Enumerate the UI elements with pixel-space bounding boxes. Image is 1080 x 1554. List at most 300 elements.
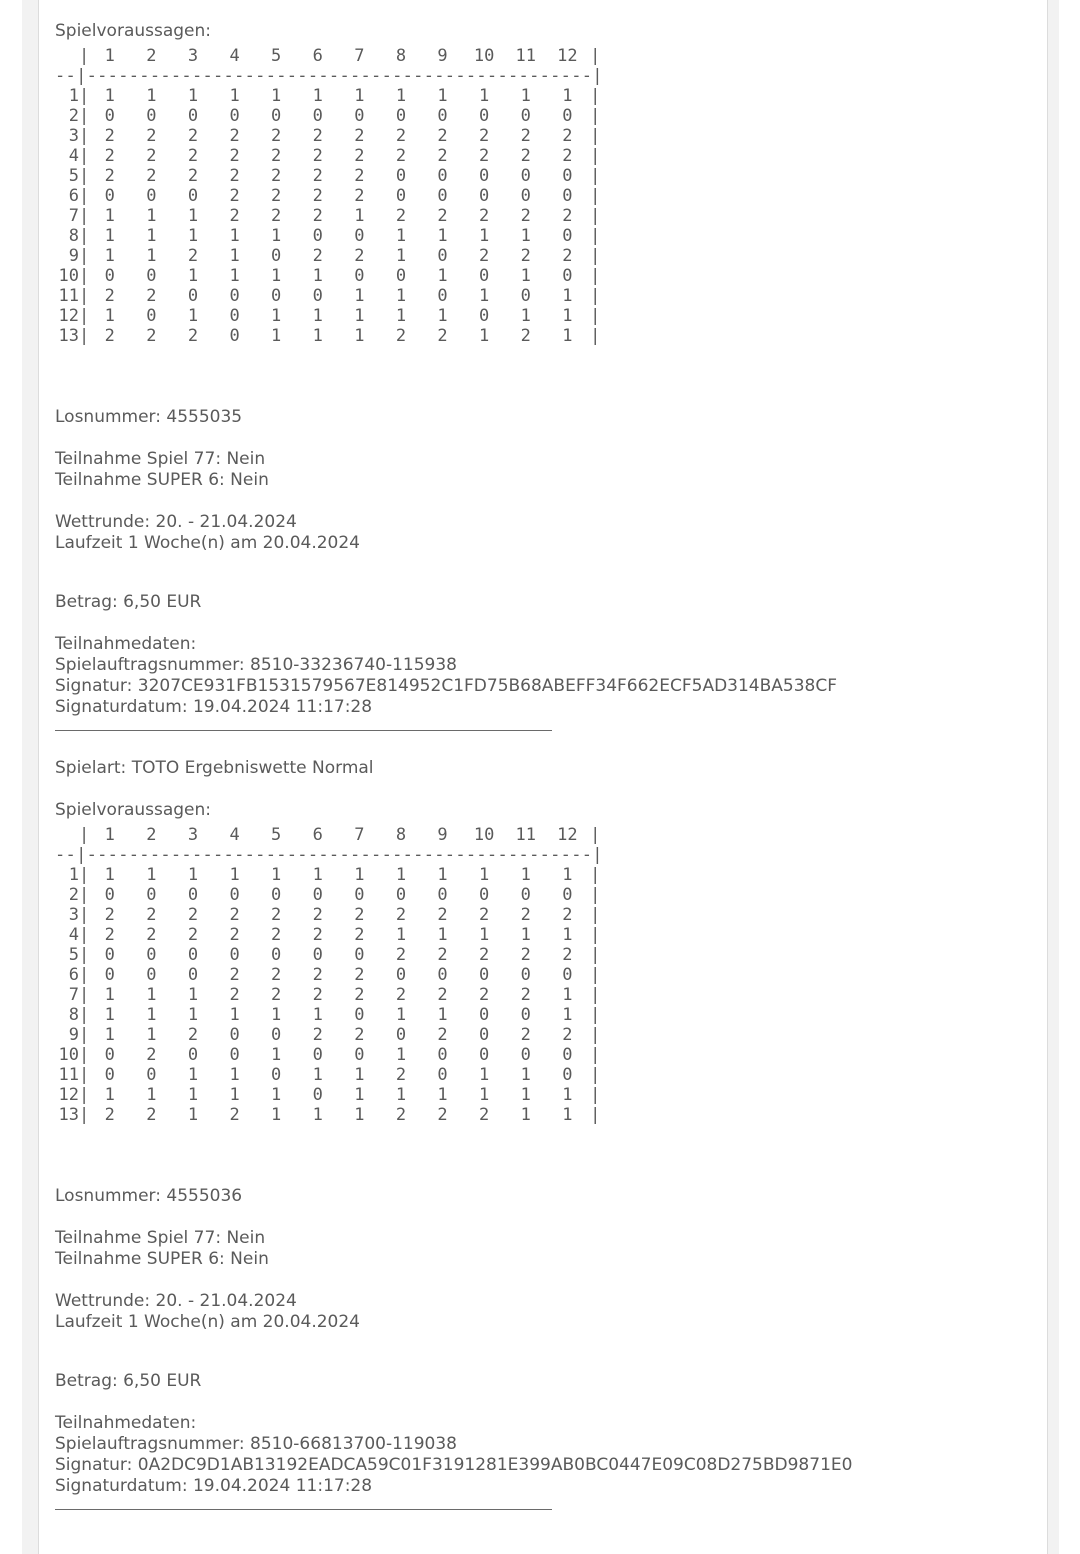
table-cell: 1 bbox=[437, 925, 448, 945]
table-header-cell: 12 bbox=[557, 46, 578, 66]
ticket-block bbox=[55, 758, 1045, 1537]
table-cell: 2 bbox=[229, 965, 240, 985]
table-cell: 1 bbox=[104, 226, 115, 246]
table-cell: 0 bbox=[271, 885, 282, 905]
table-cell: 1 bbox=[187, 985, 199, 1005]
table-cell: 0 bbox=[562, 885, 573, 905]
table-cell: 2 bbox=[354, 985, 365, 1005]
table-cell: 0 bbox=[104, 945, 115, 965]
table-cell: 2 bbox=[395, 905, 407, 925]
table-cell: 2 bbox=[437, 1105, 448, 1125]
table-cell: 1 bbox=[271, 1105, 282, 1125]
table-cell: 1 bbox=[437, 1005, 448, 1025]
table-cell: 1 bbox=[520, 226, 531, 246]
table-cell: 1 bbox=[312, 1105, 323, 1125]
table-header-cell: 5 bbox=[271, 825, 282, 845]
table-cell: 2 bbox=[520, 945, 531, 965]
table-cell: 2 bbox=[271, 965, 282, 985]
super6-text: Teilnahme SUPER 6: Nein bbox=[55, 470, 269, 490]
row-number: 11 bbox=[58, 286, 79, 306]
table-header-cell: 5 bbox=[271, 46, 282, 66]
table-cell: 1 bbox=[395, 86, 407, 106]
table-header-cell: 8 bbox=[395, 825, 407, 845]
table-cell: 0 bbox=[520, 166, 531, 186]
table-row: 6 | 0 0 0 2 2 2 2 0 0 0 0 0 | bbox=[55, 965, 1045, 985]
table-cell: 1 bbox=[395, 925, 407, 945]
table-cell: 0 bbox=[562, 166, 573, 186]
table-cell: 1 bbox=[187, 865, 199, 885]
table-cell: 1 bbox=[104, 1085, 115, 1105]
table-cell: 0 bbox=[479, 1045, 490, 1065]
table-cell: 0 bbox=[354, 885, 365, 905]
table-header-cell: 1 bbox=[104, 46, 115, 66]
table-header-cell: 10 bbox=[473, 46, 495, 66]
table-cell: 2 bbox=[312, 126, 323, 146]
table-cell: 0 bbox=[104, 1065, 115, 1085]
table-cell: 1 bbox=[104, 86, 115, 106]
table-cell: 2 bbox=[187, 905, 199, 925]
table-cell: 1 bbox=[229, 86, 240, 106]
row-number: 5 bbox=[68, 945, 79, 965]
table-cell: 2 bbox=[146, 286, 157, 306]
table-cell: 2 bbox=[562, 905, 573, 925]
table-cell: 2 bbox=[479, 985, 490, 1005]
table-cell: 2 bbox=[395, 146, 407, 166]
row-number: 9 bbox=[68, 246, 79, 266]
row-number: 13 bbox=[58, 1105, 79, 1125]
table-cell: 1 bbox=[562, 286, 573, 306]
table-cell: 0 bbox=[187, 965, 199, 985]
table-cell: 0 bbox=[104, 965, 115, 985]
row-number: 2 bbox=[68, 885, 79, 905]
row-number: 1 bbox=[68, 865, 79, 885]
table-cell: 1 bbox=[271, 1045, 282, 1065]
table-cell: 0 bbox=[312, 1085, 323, 1105]
table-row: 9 | 1 1 2 0 0 2 2 0 2 0 2 2 | bbox=[55, 1025, 1045, 1045]
table-cell: 2 bbox=[229, 905, 240, 925]
table-separator: --|------------------------------------------------| bbox=[55, 845, 603, 865]
table-cell: 1 bbox=[271, 226, 282, 246]
table-cell: 1 bbox=[104, 1025, 115, 1045]
table-cell: 1 bbox=[187, 226, 199, 246]
table-cell: 2 bbox=[520, 1025, 531, 1045]
table-cell: 2 bbox=[354, 146, 365, 166]
table-cell: 0 bbox=[104, 186, 115, 206]
table-cell: 1 bbox=[562, 865, 573, 885]
table-cell: 1 bbox=[562, 1085, 573, 1105]
table-cell: 0 bbox=[229, 306, 240, 326]
row-number: 3 bbox=[68, 126, 79, 146]
table-cell: 1 bbox=[271, 865, 282, 885]
table-cell: 2 bbox=[479, 206, 490, 226]
table-cell: 2 bbox=[479, 905, 490, 925]
laufzeit-text: Laufzeit 1 Woche(n) am 20.04.2024 bbox=[55, 1312, 360, 1332]
table-cell: 0 bbox=[312, 286, 323, 306]
table-cell: 2 bbox=[354, 186, 365, 206]
table-cell: 2 bbox=[562, 206, 573, 226]
table-cell: 2 bbox=[271, 146, 282, 166]
super6-text: Teilnahme SUPER 6: Nein bbox=[55, 1249, 269, 1269]
table-cell: 2 bbox=[271, 206, 282, 226]
table-cell: 1 bbox=[187, 266, 199, 286]
table-cell: 0 bbox=[562, 266, 573, 286]
table-row: 8 | 1 1 1 1 1 0 0 1 1 1 1 0 | bbox=[55, 226, 1045, 246]
table-cell: 1 bbox=[187, 206, 199, 226]
table-cell: 2 bbox=[271, 166, 282, 186]
row-number: 12 bbox=[58, 1085, 79, 1105]
table-cell: 1 bbox=[187, 1085, 199, 1105]
table-cell: 1 bbox=[312, 865, 323, 885]
table-cell: 2 bbox=[562, 945, 573, 965]
table-cell: 0 bbox=[562, 106, 573, 126]
table-header-cell: 7 bbox=[354, 825, 365, 845]
table-row: 11 | 0 0 1 1 0 1 1 2 0 1 1 0 | bbox=[55, 1065, 1045, 1085]
table-cell: 1 bbox=[229, 246, 240, 266]
table-cell: 0 bbox=[562, 186, 573, 206]
table-cell: 2 bbox=[104, 126, 115, 146]
table-cell: 1 bbox=[520, 1065, 531, 1085]
table-cell: 2 bbox=[229, 985, 240, 1005]
table-cell: 2 bbox=[354, 1025, 365, 1045]
table-cell: 2 bbox=[395, 206, 407, 226]
table-cell: 2 bbox=[520, 126, 531, 146]
table-cell: 2 bbox=[229, 186, 240, 206]
table-cell: 1 bbox=[271, 86, 282, 106]
table-cell: 1 bbox=[354, 86, 365, 106]
table-cell: 0 bbox=[520, 1045, 531, 1065]
table-cell: 0 bbox=[271, 286, 282, 306]
table-row: 3 | 2 2 2 2 2 2 2 2 2 2 2 2 | bbox=[55, 126, 1045, 146]
table-row: 5 | 0 0 0 0 0 0 0 2 2 2 2 2 | bbox=[55, 945, 1045, 965]
table-cell: 0 bbox=[146, 1065, 157, 1085]
table-cell: 1 bbox=[146, 1005, 157, 1025]
table-cell: 2 bbox=[146, 1105, 157, 1125]
table-cell: 1 bbox=[437, 865, 448, 885]
table-cell: 0 bbox=[479, 885, 490, 905]
wettrunde-text: Wettrunde: 20. - 21.04.2024 bbox=[55, 1291, 297, 1311]
table-cell: 2 bbox=[312, 166, 323, 186]
table-cell: 2 bbox=[271, 186, 282, 206]
table-cell: 1 bbox=[312, 86, 323, 106]
table-row: 8 | 1 1 1 1 1 1 0 1 1 0 0 1 | bbox=[55, 1005, 1045, 1025]
table-cell: 1 bbox=[437, 226, 448, 246]
row-number: 4 bbox=[68, 925, 79, 945]
table-cell: 1 bbox=[146, 985, 157, 1005]
table-cell: 2 bbox=[479, 126, 490, 146]
table-cell: 0 bbox=[354, 945, 365, 965]
table-cell: 0 bbox=[187, 945, 199, 965]
table-cell: 1 bbox=[395, 1085, 407, 1105]
table-cell: 0 bbox=[146, 885, 157, 905]
table-cell: 0 bbox=[437, 1045, 448, 1065]
row-number: 10 bbox=[58, 1045, 79, 1065]
table-cell: 0 bbox=[187, 186, 199, 206]
table-cell: 2 bbox=[104, 326, 115, 346]
table-cell: 2 bbox=[395, 945, 407, 965]
table-cell: 1 bbox=[271, 1005, 282, 1025]
table-cell: 1 bbox=[187, 306, 199, 326]
table-cell: 2 bbox=[271, 905, 282, 925]
table-cell: 0 bbox=[146, 945, 157, 965]
table-cell: 1 bbox=[479, 286, 490, 306]
row-number: 7 bbox=[68, 206, 79, 226]
table-cell: 2 bbox=[395, 1105, 407, 1125]
table-header-cell: 12 bbox=[557, 825, 578, 845]
table-cell: 0 bbox=[437, 1065, 448, 1085]
table-header-row: | 1 2 3 4 5 6 7 8 9 10 11 12 | bbox=[79, 46, 601, 66]
table-cell: 2 bbox=[187, 1025, 199, 1045]
table-cell: 1 bbox=[354, 1065, 365, 1085]
table-cell: 2 bbox=[146, 905, 157, 925]
table-cell: 1 bbox=[479, 86, 490, 106]
spielart-label: Spielart: TOTO Ergebniswette Normal bbox=[55, 758, 374, 778]
row-number: 12 bbox=[58, 306, 79, 326]
table-cell: 2 bbox=[395, 985, 407, 1005]
table-row: 4 | 2 2 2 2 2 2 2 2 2 2 2 2 | bbox=[55, 146, 1045, 166]
ticket-block bbox=[55, 0, 1045, 758]
table-header-cell: 9 bbox=[437, 825, 448, 845]
table-cell: 2 bbox=[437, 985, 448, 1005]
table-cell: 1 bbox=[146, 865, 157, 885]
table-row: 7 | 1 1 1 2 2 2 2 2 2 2 2 1 | bbox=[55, 985, 1045, 1005]
table-cell: 1 bbox=[104, 985, 115, 1005]
row-number: 8 bbox=[68, 226, 79, 246]
table-cell: 0 bbox=[187, 885, 199, 905]
table-cell: 2 bbox=[354, 965, 365, 985]
table-cell: 0 bbox=[395, 166, 407, 186]
table-cell: 1 bbox=[312, 306, 323, 326]
row-number: 2 bbox=[68, 106, 79, 126]
table-cell: 2 bbox=[187, 246, 199, 266]
table-cell: 1 bbox=[437, 86, 448, 106]
spiel77-text: Teilnahme Spiel 77: Nein bbox=[55, 1228, 266, 1248]
table-cell: 2 bbox=[312, 146, 323, 166]
row-number: 7 bbox=[68, 985, 79, 1005]
table-cell: 2 bbox=[104, 1105, 115, 1125]
table-cell: 2 bbox=[437, 146, 448, 166]
table-cell: 2 bbox=[354, 925, 365, 945]
laufzeit-text: Laufzeit 1 Woche(n) am 20.04.2024 bbox=[55, 533, 360, 553]
signatur-text: Signatur: 0A2DC9D1AB13192EADCA59C01F3191281E399AB0BC0447E09C08D275BD9871E0 bbox=[55, 1455, 853, 1475]
table-cell: 0 bbox=[520, 885, 531, 905]
table-header-cell: 2 bbox=[146, 825, 157, 845]
table-cell: 0 bbox=[479, 186, 490, 206]
table-cell: 1 bbox=[395, 286, 407, 306]
table-row: 2 | 0 0 0 0 0 0 0 0 0 0 0 0 | bbox=[55, 885, 1045, 905]
table-cell: 1 bbox=[229, 226, 240, 246]
predictions-table bbox=[55, 825, 1045, 1125]
row-number: 9 bbox=[68, 1025, 79, 1045]
table-row: 10 | 0 2 0 0 1 0 0 1 0 0 0 0 | bbox=[55, 1045, 1045, 1065]
table-cell: 0 bbox=[271, 106, 282, 126]
table-cell: 0 bbox=[479, 1005, 490, 1025]
table-cell: 1 bbox=[479, 1085, 490, 1105]
row-number: 6 bbox=[68, 965, 79, 985]
table-cell: 0 bbox=[146, 186, 157, 206]
table-cell: 1 bbox=[395, 246, 407, 266]
table-row: 11 | 2 2 0 0 0 0 1 1 0 1 0 1 | bbox=[55, 286, 1045, 306]
table-cell: 0 bbox=[271, 1025, 282, 1045]
table-cell: 2 bbox=[437, 326, 448, 346]
table-cell: 0 bbox=[395, 266, 407, 286]
table-row: 12 | 1 1 1 1 1 0 1 1 1 1 1 1 | bbox=[55, 1085, 1045, 1105]
table-header-cell: 9 bbox=[437, 46, 448, 66]
row-number: 13 bbox=[58, 326, 79, 346]
table-cell: 0 bbox=[229, 286, 240, 306]
table-cell: 2 bbox=[104, 286, 115, 306]
table-cell: 2 bbox=[562, 146, 573, 166]
table-cell: 2 bbox=[312, 246, 323, 266]
table-row: 10 | 0 0 1 1 1 1 0 0 1 0 1 0 | bbox=[55, 266, 1045, 286]
auftragsnummer-text: Spielauftragsnummer: 8510-66813700-119038 bbox=[55, 1434, 457, 1454]
table-cell: 0 bbox=[271, 1065, 282, 1085]
table-cell: 0 bbox=[312, 1045, 323, 1065]
table-cell: 1 bbox=[354, 306, 365, 326]
table-cell: 0 bbox=[187, 106, 199, 126]
table-cell: 2 bbox=[354, 126, 365, 146]
teilnahmedaten-label: Teilnahmedaten: bbox=[55, 634, 197, 654]
table-cell: 1 bbox=[187, 1105, 199, 1125]
table-cell: 0 bbox=[187, 286, 199, 306]
table-cell: 1 bbox=[395, 306, 407, 326]
table-header-cell: 6 bbox=[312, 825, 323, 845]
table-cell: 2 bbox=[104, 166, 115, 186]
table-cell: 2 bbox=[395, 326, 407, 346]
table-cell: 0 bbox=[104, 106, 115, 126]
table-cell: 1 bbox=[520, 266, 531, 286]
table-cell: 2 bbox=[312, 985, 323, 1005]
table-cell: 0 bbox=[437, 246, 448, 266]
table-cell: 2 bbox=[104, 925, 115, 945]
table-cell: 1 bbox=[354, 865, 365, 885]
wettrunde-text: Wettrunde: 20. - 21.04.2024 bbox=[55, 512, 297, 532]
losnummer-text: Losnummer: 4555036 bbox=[55, 1186, 243, 1206]
table-row: 4 | 2 2 2 2 2 2 2 1 1 1 1 1 | bbox=[55, 925, 1045, 945]
ticket-list bbox=[55, 0, 1045, 1537]
table-cell: 0 bbox=[187, 1045, 199, 1065]
table-cell: 0 bbox=[520, 186, 531, 206]
table-cell: 0 bbox=[354, 1045, 365, 1065]
predictions-table bbox=[55, 46, 1045, 346]
table-cell: 0 bbox=[354, 226, 365, 246]
table-cell: 1 bbox=[312, 266, 323, 286]
table-header-cell: 2 bbox=[146, 46, 157, 66]
table-cell: 1 bbox=[271, 306, 282, 326]
table-cell: 2 bbox=[354, 905, 365, 925]
table-cell: 2 bbox=[187, 126, 199, 146]
table-cell: 2 bbox=[271, 126, 282, 146]
table-cell: 0 bbox=[437, 965, 448, 985]
table-cell: 0 bbox=[312, 226, 323, 246]
table-cell: 2 bbox=[520, 905, 531, 925]
table-cell: 2 bbox=[229, 1105, 240, 1125]
table-cell: 0 bbox=[395, 1025, 407, 1045]
table-cell: 2 bbox=[354, 166, 365, 186]
table-cell: 1 bbox=[562, 326, 573, 346]
table-cell: 1 bbox=[437, 306, 448, 326]
table-cell: 0 bbox=[437, 186, 448, 206]
table-cell: 0 bbox=[354, 106, 365, 126]
table-cell: 1 bbox=[354, 286, 365, 306]
table-row: 13 | 2 2 2 0 1 1 1 2 2 1 2 1 | bbox=[55, 326, 1045, 346]
table-cell: 0 bbox=[104, 885, 115, 905]
table-cell: 0 bbox=[479, 1025, 490, 1045]
table-cell: 1 bbox=[479, 925, 490, 945]
table-cell: 2 bbox=[229, 126, 240, 146]
row-number: 3 bbox=[68, 905, 79, 925]
table-cell: 1 bbox=[229, 865, 240, 885]
table-cell: 2 bbox=[146, 126, 157, 146]
table-cell: 0 bbox=[437, 166, 448, 186]
table-cell: 1 bbox=[187, 1065, 199, 1085]
row-number: 10 bbox=[58, 266, 79, 286]
table-cell: 1 bbox=[187, 86, 199, 106]
table-row: 1 | 1 1 1 1 1 1 1 1 1 1 1 1 | bbox=[55, 86, 1045, 106]
table-cell: 2 bbox=[271, 985, 282, 1005]
betrag-text: Betrag: 6,50 EUR bbox=[55, 1371, 202, 1391]
table-separator: --|------------------------------------------------| bbox=[55, 66, 603, 86]
table-cell: 1 bbox=[312, 1005, 323, 1025]
table-cell: 0 bbox=[395, 186, 407, 206]
row-number: 8 bbox=[68, 1005, 79, 1025]
row-number: 1 bbox=[68, 86, 79, 106]
table-cell: 0 bbox=[104, 1045, 115, 1065]
table-header-cell: 11 bbox=[515, 825, 536, 845]
table-cell: 0 bbox=[229, 945, 240, 965]
table-cell: 1 bbox=[312, 1065, 323, 1085]
table-cell: 2 bbox=[520, 246, 531, 266]
table-cell: 1 bbox=[146, 1025, 157, 1045]
table-cell: 2 bbox=[271, 925, 282, 945]
table-cell: 1 bbox=[562, 985, 573, 1005]
table-header-cell: 7 bbox=[354, 46, 365, 66]
table-cell: 1 bbox=[187, 1005, 199, 1025]
table-cell: 1 bbox=[354, 206, 365, 226]
table-cell: 1 bbox=[104, 1005, 115, 1025]
table-cell: 1 bbox=[146, 86, 157, 106]
table-cell: 2 bbox=[312, 905, 323, 925]
table-row: 2 | 0 0 0 0 0 0 0 0 0 0 0 0 | bbox=[55, 106, 1045, 126]
table-cell: 1 bbox=[104, 206, 115, 226]
signaturdatum-text: Signaturdatum: 19.04.2024 11:17:28 bbox=[55, 697, 373, 717]
table-cell: 1 bbox=[312, 326, 323, 346]
table-cell: 2 bbox=[146, 326, 157, 346]
table-cell: 1 bbox=[229, 1085, 240, 1105]
table-cell: 2 bbox=[479, 246, 490, 266]
table-cell: 2 bbox=[146, 925, 157, 945]
table-cell: 0 bbox=[437, 885, 448, 905]
table-cell: 2 bbox=[312, 1025, 323, 1045]
table-cell: 0 bbox=[312, 945, 323, 965]
predictions-label: Spielvoraussagen: bbox=[55, 21, 212, 41]
table-cell: 0 bbox=[395, 106, 407, 126]
table-cell: 0 bbox=[562, 1065, 573, 1085]
table-cell: 1 bbox=[146, 246, 157, 266]
table-cell: 1 bbox=[271, 1085, 282, 1105]
table-cell: 1 bbox=[229, 266, 240, 286]
row-number: 11 bbox=[58, 1065, 79, 1085]
table-cell: 0 bbox=[354, 1005, 365, 1025]
table-cell: 2 bbox=[312, 206, 323, 226]
table-cell: 0 bbox=[562, 226, 573, 246]
table-cell: 2 bbox=[187, 166, 199, 186]
table-cell: 2 bbox=[479, 1105, 490, 1125]
table-cell: 2 bbox=[104, 905, 115, 925]
table-cell: 0 bbox=[562, 965, 573, 985]
table-row: 13 | 2 2 1 2 1 1 1 2 2 2 1 1 | bbox=[55, 1105, 1045, 1125]
table-header-row: | 1 2 3 4 5 6 7 8 9 10 11 12 | bbox=[79, 825, 601, 845]
betrag-text: Betrag: 6,50 EUR bbox=[55, 592, 202, 612]
